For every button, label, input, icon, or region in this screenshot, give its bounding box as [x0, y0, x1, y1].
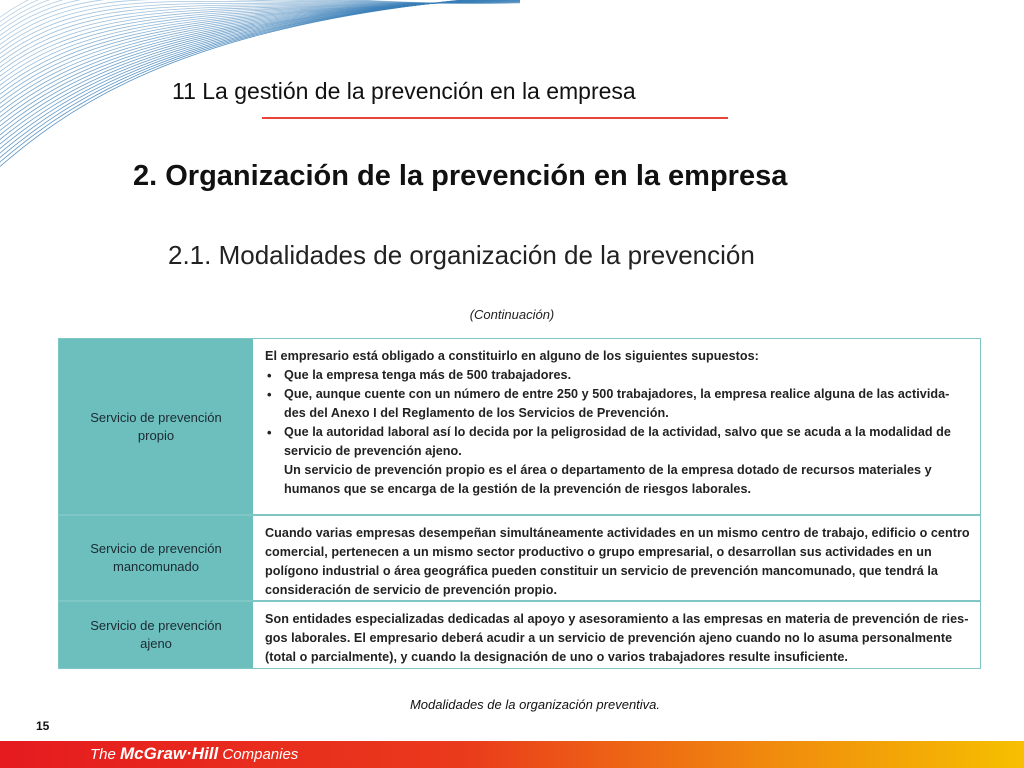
list-item: • Que, aunque cuente con un número de entre 250 y 500 trabajadores, la empresa realice alguna de las activida-des del Anexo I del Reglamento de los Servicios de Prevención. [265, 385, 970, 423]
wave-line [0, 0, 520, 152]
continuation-note: (Continuación) [469, 307, 555, 322]
footer-bar [0, 741, 1024, 768]
row-label: Servicio de prevención ajeno [90, 618, 222, 651]
row-text: Son entidades especializadas dedicadas al apoyo y asesoramiento a las empresas en materia de prevención de ries-gos laborales. El empresario deberá acudir a un servicio de prevención ajeno cuando no lo asuma personalmente (total o parcialmente), y cuando la designación de uno o varios trabajadores resulte insuficiente. [265, 612, 969, 664]
row-label-cell [59, 602, 255, 668]
wave-line [0, 0, 520, 143]
row-label: Servicio de prevención mancomunado [90, 541, 222, 574]
table-caption: Modalidades de la organización preventiva. [409, 697, 661, 712]
row-intro: El empresario está obligado a constituirlo en alguno de los siguientes supuestos: [265, 349, 759, 363]
page-number: 15 [36, 719, 50, 733]
logo-prefix: The [90, 746, 121, 763]
row-text: Cuando varias empresas desempeñan simultáneamente actividades en un mismo centro de trabajo, edificio o centro comercial, pertenecen a un mismo sector productivo o grupo empresarial, o desarrollan sus actividades en un polígono industrial o área geográfica pueden constituir un servicio de prevención mancomunado, que tendrá la consideración de servicio de prevención propio. [265, 526, 970, 597]
chapter-underline [262, 117, 728, 119]
row-content-cell [255, 339, 980, 514]
logo-suffix: Companies [218, 746, 299, 763]
section-title: 2. Organización de la prevención en la empresa [133, 160, 788, 192]
publisher-logo [90, 744, 298, 764]
list-item: • Que la empresa tenga más de 500 trabajadores. [265, 366, 970, 385]
chapter-title: 11 La gestión de la prevención en la empresa [172, 78, 636, 104]
row-content-cell [255, 516, 980, 600]
row-content-cell [255, 602, 980, 668]
table-row [59, 602, 980, 668]
table-row [59, 516, 980, 602]
logo-brand: McGraw·Hill [120, 744, 219, 763]
requirements-list [265, 366, 970, 461]
row-label-cell [59, 339, 255, 514]
subsection-title: 2.1. Modalidades de organización de la prevención [168, 240, 755, 270]
row-label-cell [59, 516, 255, 600]
row-extra-text: Un servicio de prevención propio es el área o departamento de la empresa dotado de recursos materiales y humanos que se encarga de la gestión de la prevención de riesgos laborales. [284, 463, 932, 496]
prevention-modalities-table [58, 338, 981, 669]
row-label: Servicio de prevención propio [90, 409, 222, 443]
table-row [59, 339, 980, 516]
list-item: • Que la autoridad laboral así lo decida por la peligrosidad de la actividad, salvo que se acuda a la modalidad de servicio de prevención ajeno. [265, 423, 970, 461]
